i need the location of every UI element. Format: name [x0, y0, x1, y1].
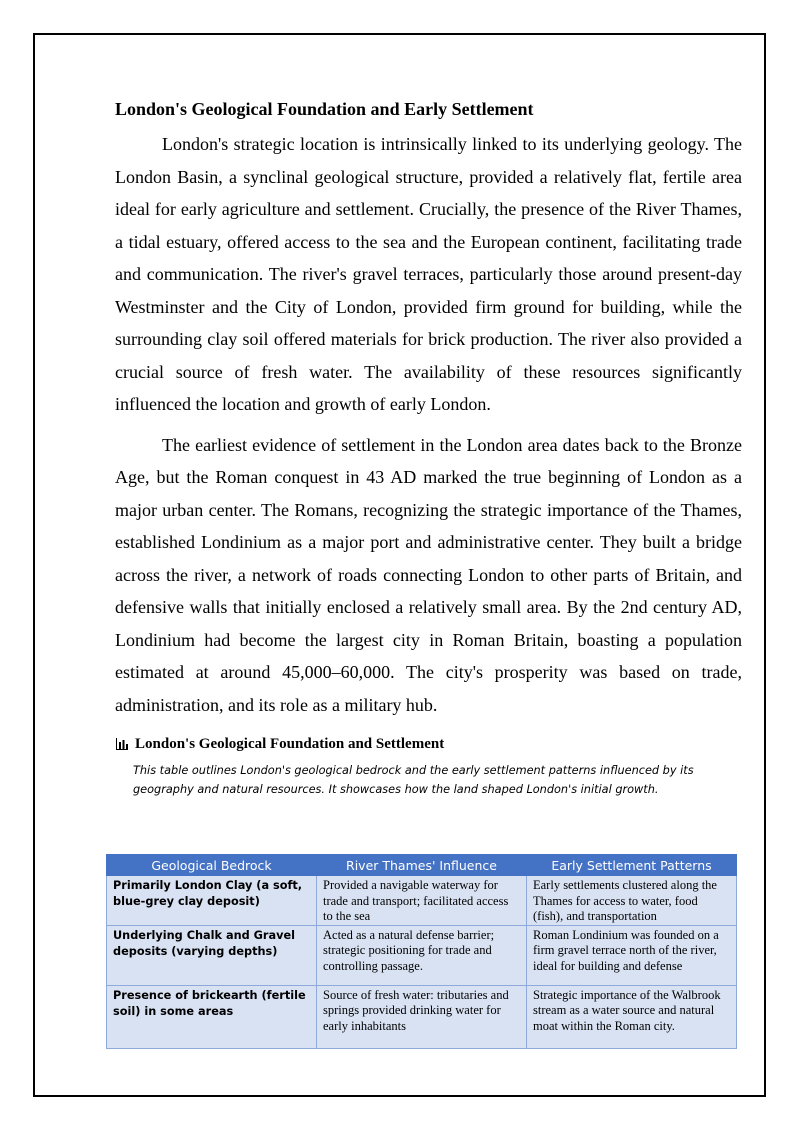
paragraph-settlement: The earliest evidence of settlement in the London area dates back to the Bronze Age, but the Roman conquest in 43 AD marked the true beginning of London as a major urban center. The Romans, recognizing the strategic importance of the Thames, established Londinium as a major port and administrative center. They built a bridge across the river, a network of roads connecting London to other parts of Britain, and defensive walls that initially enclosed a relatively small area. By the 2nd century AD, Londinium had become the largest city in Roman Britain, boasting a population estimated at around 45,000–60,000. The city's prosperity was based on trade, administration, and its role as a military hub.	[115, 434, 742, 715]
bar-chart-icon	[115, 737, 129, 751]
column-header: River Thames' Influence	[317, 855, 527, 876]
table-cell-settlement: Roman Londinium was founded on a firm gravel terrace north of the river, ideal for building and defense	[527, 925, 737, 985]
geology-table	[106, 854, 737, 1049]
table-caption: This table outlines London's geological bedrock and the early settlement patterns influenced by its geography and natural resources. It showcases how the land shaped London's initial growth.	[133, 764, 694, 796]
column-header: Geological Bedrock	[107, 855, 317, 876]
table-cell-bedrock: Primarily London Clay (a soft, blue-grey clay deposit)	[107, 876, 317, 926]
table-title-row	[115, 733, 742, 755]
table-cell-settlement: Strategic importance of the Walbrook stream as a water source and natural moat within the Roman city.	[527, 985, 737, 1048]
table-title: London's Geological Foundation and Settlement	[135, 736, 445, 752]
table-cell-bedrock: Presence of brickearth (fertile soil) in some areas	[107, 985, 317, 1048]
table-cell-thames: Acted as a natural defense barrier; strategic positioning for trade and controlling passage.	[317, 925, 527, 985]
table-row	[107, 876, 737, 926]
table-cell-thames: Source of fresh water: tributaries and springs provided drinking water for early inhabitants	[317, 985, 527, 1048]
table-cell-thames: Provided a navigable waterway for trade and transport; facilitated access to the sea	[317, 876, 527, 926]
document-body	[115, 96, 742, 799]
column-header: Early Settlement Patterns	[527, 855, 737, 876]
paragraph-geology: London's strategic location is intrinsically linked to its underlying geology. The London Basin, a synclinal geological structure, provided a relatively flat, fertile area ideal for early agriculture and settlement. Crucially, the presence of the River Thames, a tidal estuary, offered access to the sea and the European continent, facilitating trade and communication. The river's gravel terraces, particularly those around present-day Westminster and the City of London, provided firm ground for building, while the surrounding clay soil offered materials for brick production. The river also provided a crucial source of fresh water. The availability of these resources significantly influenced the location and growth of early London.	[115, 134, 742, 414]
table-cell-settlement: Early settlements clustered along the Thames for access to water, food (fish), and transportation	[527, 876, 737, 926]
table-cell-bedrock: Underlying Chalk and Gravel deposits (varying depths)	[107, 925, 317, 985]
table-row	[107, 985, 737, 1048]
table-header-row	[107, 855, 737, 876]
section-heading: London's Geological Foundation and Early Settlement	[115, 99, 534, 119]
table-row	[107, 925, 737, 985]
